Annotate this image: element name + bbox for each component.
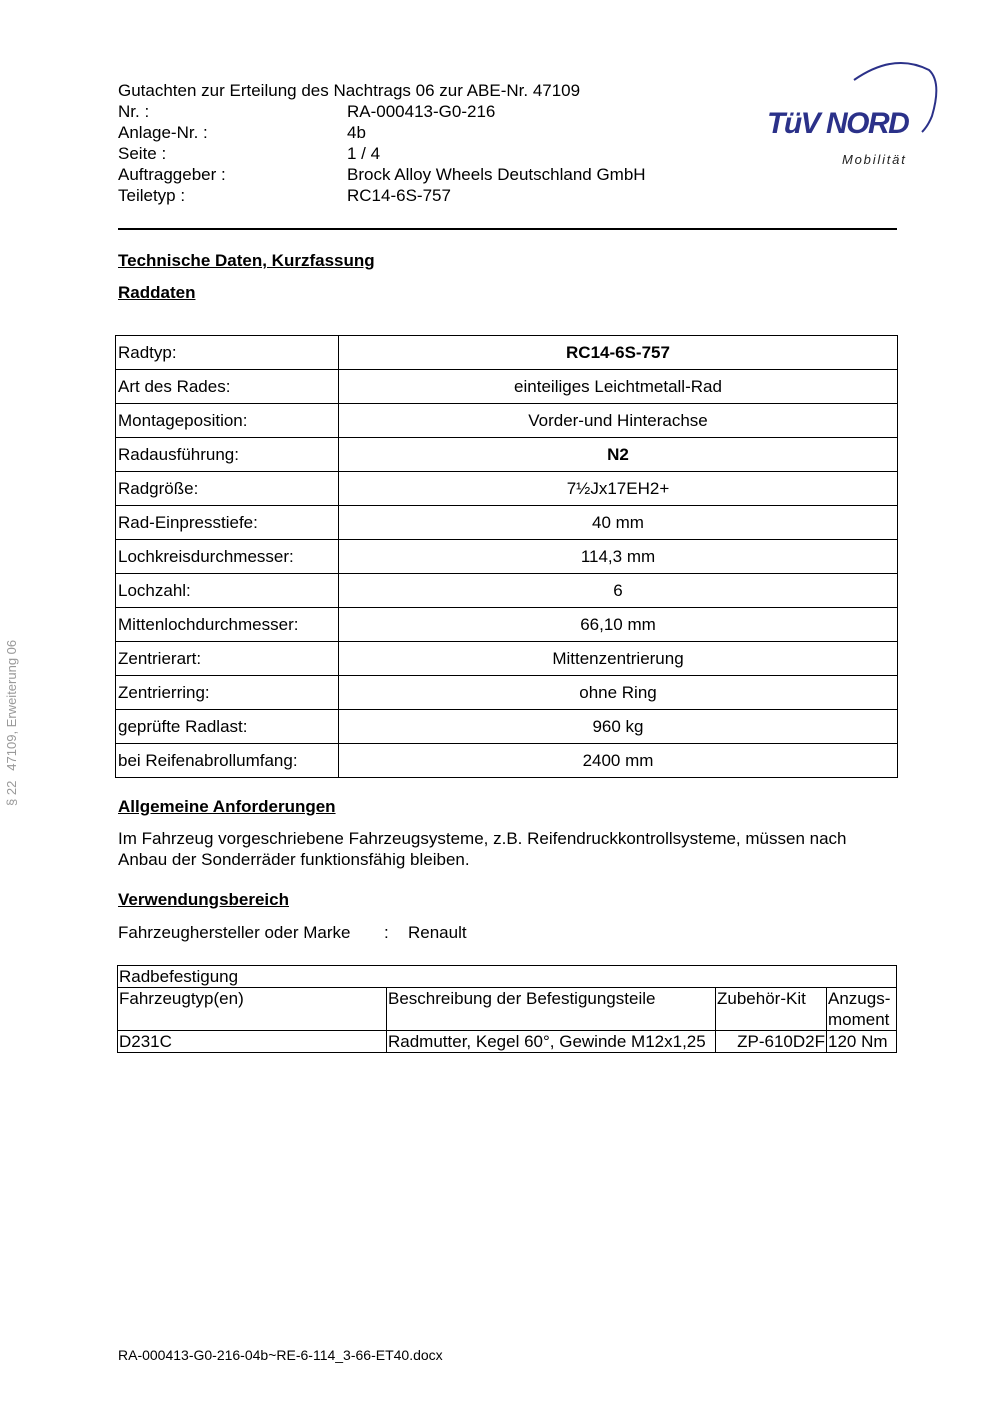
befestigung-table bbox=[117, 965, 897, 1053]
allgemein-paragraph: Im Fahrzeug vorgeschriebene Fahrzeugsysteme, z.B. Reifendruckkontrollsysteme, müssen nach Anbau der Sonderräder funktionsfähig bleiben. bbox=[118, 829, 847, 869]
table-row bbox=[116, 608, 898, 642]
row-value: Vorder-und Hinterachse bbox=[339, 404, 898, 438]
table-row bbox=[116, 676, 898, 710]
meta-label: Nr. : bbox=[118, 102, 150, 121]
section-technical-heading: Technische Daten, Kurzfassung bbox=[118, 251, 375, 270]
side-margin-note bbox=[4, 630, 19, 806]
row-label: Radtyp: bbox=[116, 336, 339, 370]
meta-label: Anlage-Nr. : bbox=[118, 123, 208, 142]
row-label: Rad-Einpresstiefe: bbox=[116, 506, 339, 540]
logo-brand: TüV NORD bbox=[767, 107, 909, 140]
row-value: ohne Ring bbox=[339, 676, 898, 710]
table-cell: D231C bbox=[118, 1031, 387, 1053]
maker-row bbox=[118, 922, 467, 943]
column-header: Beschreibung der Befestigungsteile bbox=[387, 988, 716, 1031]
header-divider bbox=[118, 228, 897, 230]
table-cell: 120 Nm bbox=[827, 1031, 897, 1053]
row-value: 114,3 mm bbox=[339, 540, 898, 574]
document-title: Gutachten zur Erteilung des Nachtrags 06 zur ABE-Nr. 47109 bbox=[118, 81, 581, 100]
table-row bbox=[116, 370, 898, 404]
table-cell: Radmutter, Kegel 60°, Gewinde M12x1,25 bbox=[387, 1031, 716, 1053]
column-header: Fahrzeugtyp(en) bbox=[118, 988, 387, 1031]
row-value: 6 bbox=[339, 574, 898, 608]
logo-subtitle: Mobilität bbox=[842, 152, 907, 167]
row-value: 2400 mm bbox=[339, 744, 898, 778]
row-label: Radausführung: bbox=[116, 438, 339, 472]
table-title-row bbox=[118, 966, 897, 988]
row-label: geprüfte Radlast: bbox=[116, 710, 339, 744]
meta-row-anlage bbox=[118, 122, 718, 143]
row-label: Radgröße: bbox=[116, 472, 339, 506]
meta-value: 4b bbox=[347, 123, 366, 142]
table-row bbox=[116, 744, 898, 778]
section-raddaten-heading: Raddaten bbox=[118, 283, 196, 302]
table-row bbox=[116, 574, 898, 608]
meta-label: Teiletyp : bbox=[118, 186, 186, 205]
meta-label: Seite : bbox=[118, 144, 167, 163]
row-label: Montageposition: bbox=[116, 404, 339, 438]
row-label: Lochzahl: bbox=[116, 574, 339, 608]
table-cell: ZP-610D2F bbox=[716, 1031, 827, 1053]
row-label: Art des Rades: bbox=[116, 370, 339, 404]
meta-value: Brock Alloy Wheels Deutschland GmbH bbox=[347, 165, 646, 184]
row-value: 960 kg bbox=[339, 710, 898, 744]
table-row bbox=[116, 642, 898, 676]
meta-value: 1 / 4 bbox=[347, 144, 381, 163]
table-row bbox=[116, 472, 898, 506]
table-title: Radbefestigung bbox=[118, 966, 897, 988]
table-header-row bbox=[118, 988, 897, 1031]
row-label: Zentrierring: bbox=[116, 676, 339, 710]
document-header bbox=[118, 80, 718, 206]
section-allgemein-heading: Allgemeine Anforderungen bbox=[118, 797, 336, 816]
section-verwendung-heading: Verwendungsbereich bbox=[118, 890, 289, 909]
row-value: Mittenzentrierung bbox=[339, 642, 898, 676]
table-row bbox=[116, 336, 898, 370]
maker-colon: : bbox=[384, 923, 389, 942]
side-note-part2: 47109, Erweiterung 06 bbox=[4, 639, 19, 771]
row-value: RC14-6S-757 bbox=[339, 336, 898, 370]
maker-value: Renault bbox=[408, 923, 467, 942]
table-row bbox=[116, 506, 898, 540]
row-value: 66,10 mm bbox=[339, 608, 898, 642]
column-header: Anzugs-moment bbox=[827, 988, 897, 1031]
raddaten-table bbox=[115, 335, 898, 778]
meta-value: RA-000413-G0-216 bbox=[347, 102, 496, 121]
tuev-nord-logo bbox=[764, 56, 944, 176]
row-value: 40 mm bbox=[339, 506, 898, 540]
row-label: Zentrierart: bbox=[116, 642, 339, 676]
side-note-part1: § 22 bbox=[4, 780, 19, 806]
table-row bbox=[116, 540, 898, 574]
row-label: bei Reifenabrollumfang: bbox=[116, 744, 339, 778]
table-row bbox=[116, 710, 898, 744]
table-row bbox=[116, 438, 898, 472]
meta-row-nr bbox=[118, 101, 718, 122]
table-row bbox=[116, 404, 898, 438]
row-label: Lochkreisdurchmesser: bbox=[116, 540, 339, 574]
meta-row-seite bbox=[118, 143, 718, 164]
row-label: Mittenlochdurchmesser: bbox=[116, 608, 339, 642]
meta-row-auftraggeber bbox=[118, 164, 718, 185]
meta-value: RC14-6S-757 bbox=[347, 186, 451, 205]
meta-row-teiletyp bbox=[118, 185, 718, 206]
footer-filename: RA-000413-G0-216-04b~RE-6-114_3-66-ET40.docx bbox=[118, 1347, 443, 1363]
row-value: einteiliges Leichtmetall-Rad bbox=[339, 370, 898, 404]
column-header: Zubehör-Kit bbox=[716, 988, 827, 1031]
table-row bbox=[118, 1031, 897, 1053]
maker-label: Fahrzeughersteller oder Marke bbox=[118, 923, 351, 942]
meta-label: Auftraggeber : bbox=[118, 165, 226, 184]
row-value: N2 bbox=[339, 438, 898, 472]
row-value: 7½Jx17EH2+ bbox=[339, 472, 898, 506]
